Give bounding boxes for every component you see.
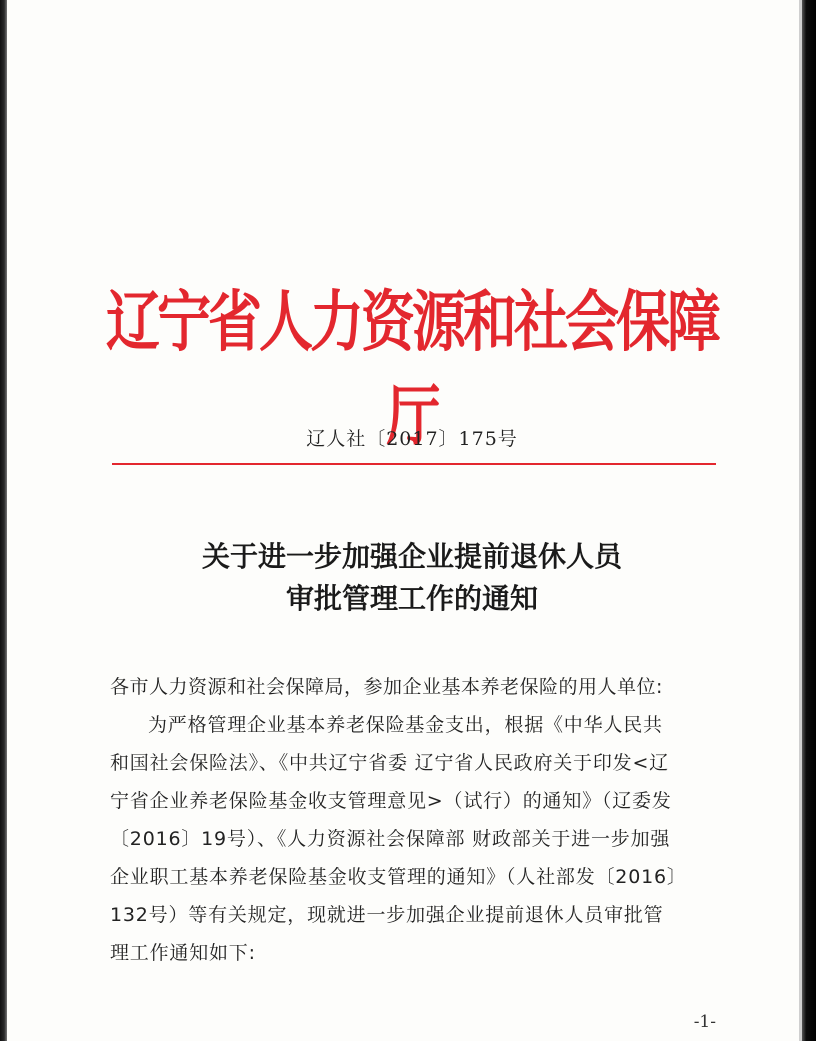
salutation: 各市人力资源和社会保障局，参加企业基本养老保险的用人单位: bbox=[110, 676, 663, 698]
body-line: 宁省企业养老保险基金收支管理意见>（试行）的通知》（辽委发 bbox=[110, 790, 672, 812]
red-divider-line bbox=[112, 463, 716, 465]
body-line: 和国社会保险法》、《中共辽宁省委 辽宁省人民政府关于印发<辽 bbox=[110, 752, 669, 774]
scan-edge-right bbox=[802, 0, 816, 1041]
body-line: 132号）等有关规定，现就进一步加强企业提前退休人员审批管 bbox=[110, 904, 664, 926]
body-line: 企业职工基本养老保险基金收支管理的通知》（人社部发〔2016〕 bbox=[110, 866, 687, 888]
body-line: 为严格管理企业基本养老保险基金支出，根据《中华人民共 bbox=[148, 714, 663, 736]
document-title bbox=[112, 536, 712, 620]
scan-edge-left bbox=[0, 0, 7, 1041]
body-line: 理工作通知如下: bbox=[110, 942, 256, 964]
issuer-header: 辽宁省人力资源和社会保障厅 bbox=[106, 282, 718, 455]
document-number: 辽人社〔2017〕175号 bbox=[306, 428, 518, 450]
page-number: -1- bbox=[693, 1012, 716, 1032]
title-line-1: 关于进一步加强企业提前退休人员 bbox=[201, 540, 622, 573]
body-line: 〔2016〕19号）、《人力资源社会保障部 财政部关于进一步加强 bbox=[110, 828, 671, 850]
title-line-2: 审批管理工作的通知 bbox=[285, 582, 538, 615]
body-text bbox=[110, 668, 716, 972]
